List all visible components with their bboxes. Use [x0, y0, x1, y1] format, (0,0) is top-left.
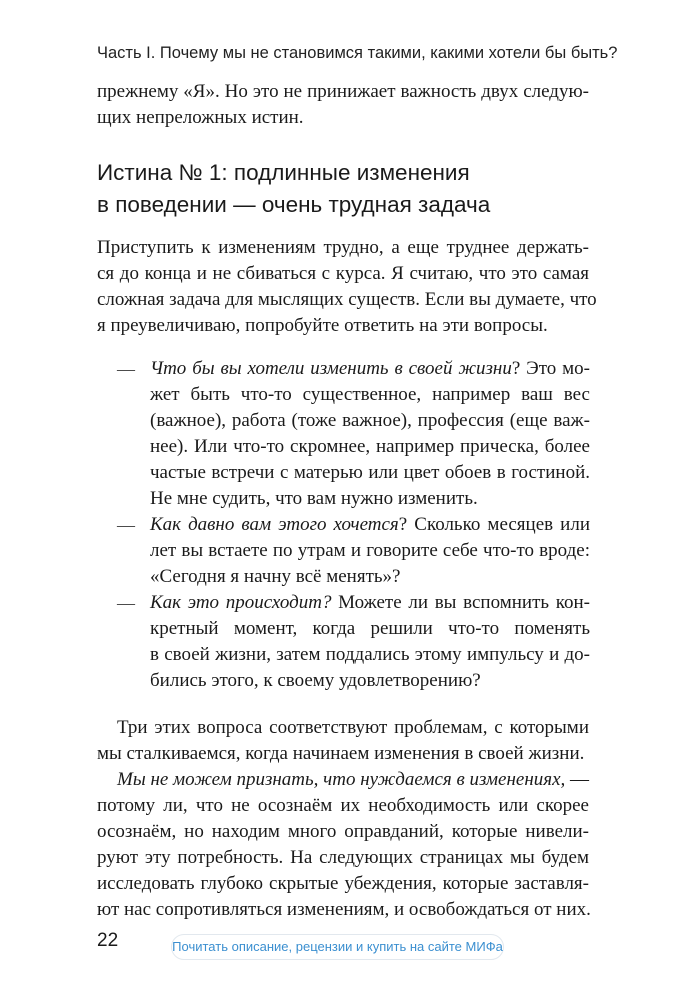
paragraph-3-line: исследовать глубоко скрытые убеждения, которые заставля-: [97, 873, 589, 894]
list-item-1-question: Что бы вы хотели изменить в своей жизни: [150, 358, 512, 379]
list-item-2-line: лет вы встаете по утрам и говорите себе что-то вроде:: [150, 540, 590, 561]
list-item-2-line: «Сегодня я начну всё менять»?: [150, 566, 401, 587]
list-dash: —: [117, 359, 135, 379]
list-dash: —: [117, 593, 135, 613]
section-heading-line-2: в поведении — очень трудная задача: [97, 192, 491, 217]
paragraph-3-line: осознаём, но находим много оправданий, которые нивели-: [97, 821, 589, 842]
list-item-3-line: бились этого, к своему удовлетворению?: [150, 670, 481, 691]
paragraph-3-line: потому ли, что не осознаём их необходимость или скорее: [97, 795, 589, 816]
list-item-1-line: Что бы вы хотели изменить в своей жизни? Это мо-: [150, 358, 590, 379]
section-heading-line-1: Истина № 1: подлинные изменения: [97, 160, 470, 185]
list-item-3-line: Как это происходит? Можете ли вы вспомнить кон-: [150, 592, 590, 613]
list-item-3-question: Как это происходит?: [150, 592, 332, 613]
paragraph-1-line: сложная задача для мыслящих существ. Если вы думаете, что: [97, 289, 597, 310]
list-item-2-line: Как давно вам этого хочется? Сколько месяцев или: [150, 514, 590, 535]
paragraph-3-line: руют эту потребность. На следующих страницах мы будем: [97, 847, 589, 868]
intro-line: щих непреложных истин.: [97, 107, 304, 128]
paragraph-1-line: Приступить к изменениям трудно, а еще труднее держать-: [97, 237, 589, 258]
list-item-2-question: Как давно вам этого хочется: [150, 514, 399, 535]
list-item-1-line: нее). Или что-то скромнее, например прическа, более: [150, 436, 590, 457]
list-item-1-line: жет быть что-то существенное, например ваш вес: [150, 384, 590, 405]
list-item-1-line: частые встречи с матерью или цвет обоев в гостиной.: [150, 462, 590, 483]
list-item-3-line: кретный момент, когда решили что-то поменять: [150, 618, 590, 639]
paragraph-3-line: Мы не можем признать, что нуждаемся в изменениях, —: [117, 769, 590, 790]
page-number: 22: [97, 930, 119, 951]
paragraph-2-line: Три этих вопроса соответствуют проблемам, с которыми: [117, 717, 589, 738]
paragraph-3-emphasis: Мы не можем признать, что нуждаемся в изменениях,: [117, 769, 566, 790]
paragraph-1-line: я преувеличиваю, попробуйте ответить на эти вопросы.: [97, 315, 548, 336]
list-item-3-line: в своей жизни, затем поддались этому импульсу и до-: [150, 644, 590, 665]
paragraph-2-line: мы сталкиваемся, когда начинаем изменения в своей жизни.: [97, 743, 585, 764]
list-dash: —: [117, 515, 135, 535]
running-header: Часть I. Почему мы не становимся такими, какими хотели бы быть?: [97, 44, 618, 62]
list-item-1-line: Не мне судить, что вам нужно изменить.: [150, 488, 478, 509]
buy-on-mif-link[interactable]: Почитать описание, рецензии и купить на сайте МИФа: [171, 934, 504, 960]
paragraph-1-line: ся до конца и не сбиваться с курса. Я считаю, что это самая: [97, 263, 589, 284]
paragraph-3-line: ют нас сопротивляться изменениям, и освобождаться от них.: [97, 899, 591, 920]
list-item-1-line: (важное), работа (тоже важное), профессия (еще важ-: [150, 410, 590, 431]
intro-line: прежнему «Я». Но это не принижает важность двух следую-: [97, 81, 589, 102]
